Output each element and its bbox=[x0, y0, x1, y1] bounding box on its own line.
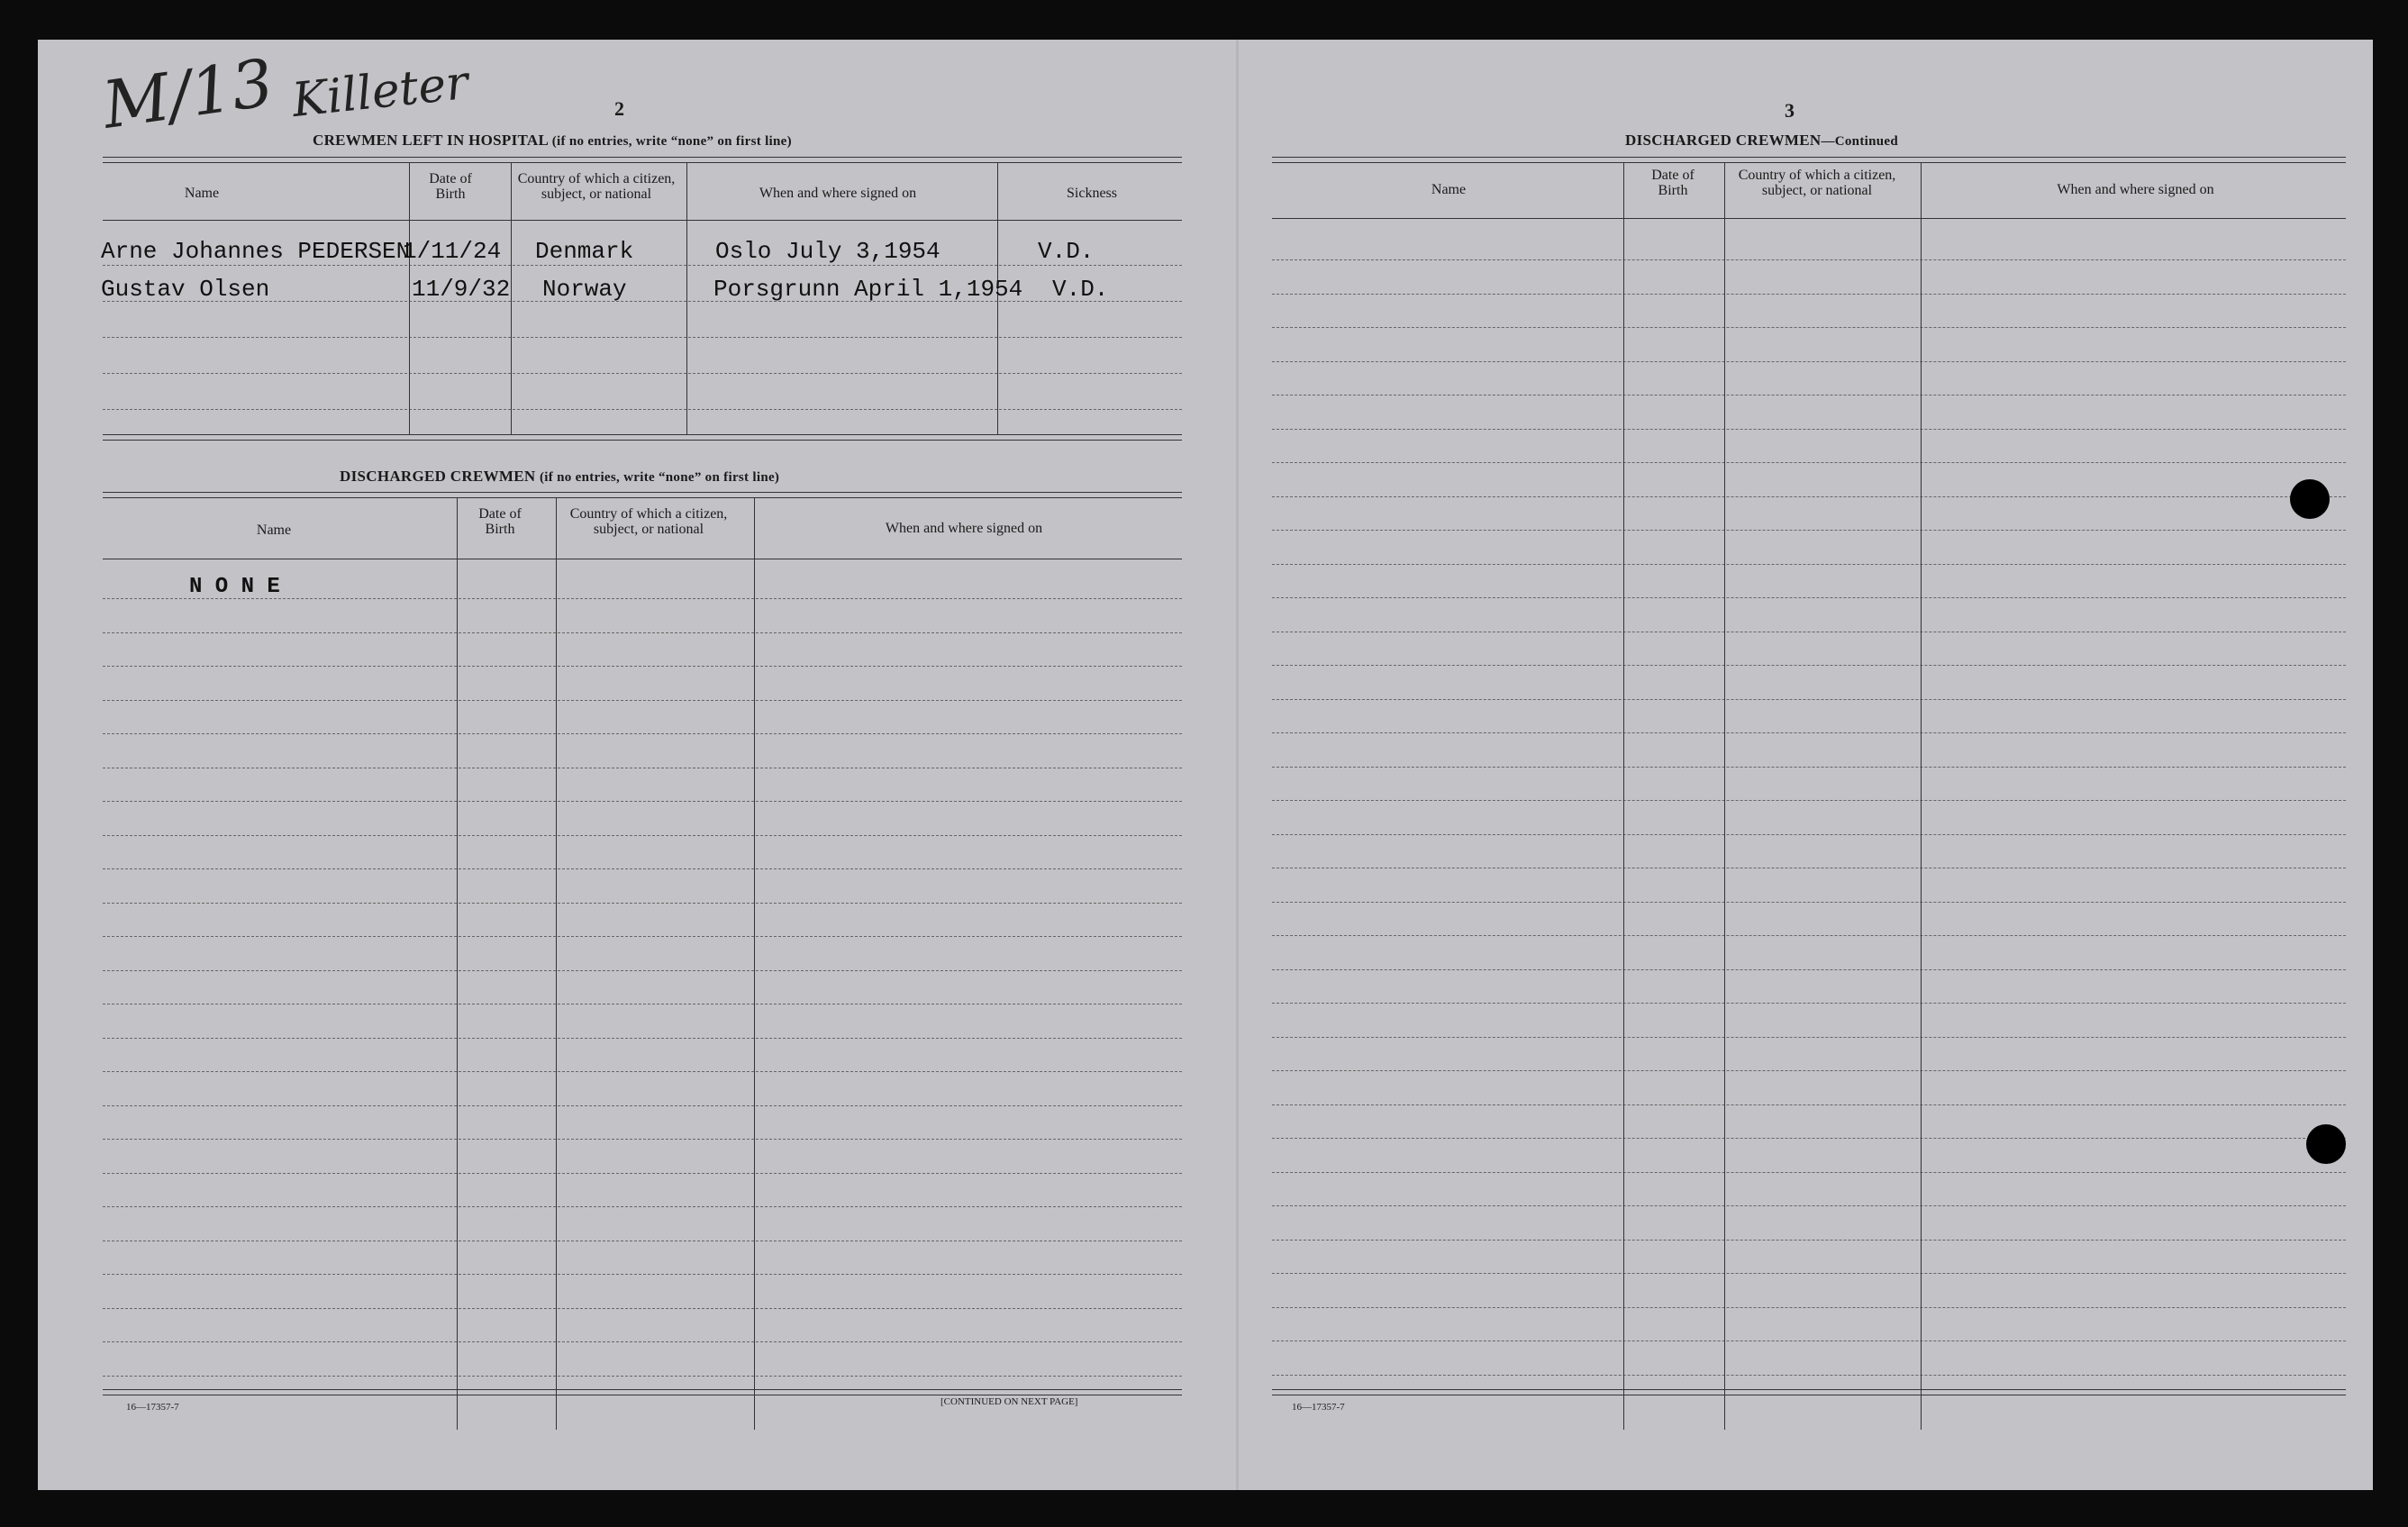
discharged-bottom-rule bbox=[103, 1389, 1182, 1395]
hospital-title-text: CREWMEN LEFT IN HOSPITAL bbox=[313, 132, 549, 149]
ruled-line bbox=[103, 1071, 1182, 1072]
ruled-line bbox=[103, 733, 1182, 734]
hospital-header-dob: Date of Birth bbox=[429, 171, 472, 202]
hospital-row-2-sickness: V.D. bbox=[1052, 276, 1109, 303]
ruled-line bbox=[103, 1376, 1182, 1377]
ruled-line bbox=[1272, 597, 2346, 598]
right-header-country: Country of which a citizen, subject, or national bbox=[1738, 168, 1896, 198]
ruled-line bbox=[1272, 834, 2346, 835]
ruled-line bbox=[103, 632, 1182, 633]
ruled-line bbox=[1272, 327, 2346, 328]
ruled-line bbox=[103, 700, 1182, 701]
ruled-line bbox=[1272, 361, 2346, 362]
ruled-line bbox=[103, 936, 1182, 937]
page-fold bbox=[1236, 40, 1239, 1490]
discharged-header-dob: Date of Birth bbox=[478, 506, 522, 537]
ruled-line bbox=[103, 666, 1182, 667]
ruled-line bbox=[1272, 1104, 2346, 1105]
ruled-line bbox=[1272, 935, 2346, 936]
document-sheet bbox=[38, 40, 2373, 1490]
ruled-line bbox=[1272, 767, 2346, 768]
ruled-line bbox=[103, 1274, 1182, 1275]
hospital-row-line bbox=[103, 265, 1182, 266]
hospital-header-signed-on: When and where signed on bbox=[759, 186, 917, 201]
ruled-line bbox=[1272, 1205, 2346, 1206]
right-header-dob: Date of Birth bbox=[1651, 168, 1695, 198]
ruled-line bbox=[1272, 429, 2346, 430]
ruled-line bbox=[1272, 800, 2346, 801]
hospital-row-1-name: Arne Johannes PEDERSEN bbox=[101, 238, 411, 265]
discharged-title-text: DISCHARGED CREWMEN bbox=[340, 468, 536, 485]
ruled-line bbox=[103, 1206, 1182, 1207]
hospital-header-bottom bbox=[103, 220, 1182, 221]
ruled-line bbox=[1272, 1003, 2346, 1004]
ruled-line bbox=[1272, 496, 2346, 497]
ruled-line bbox=[1272, 564, 2346, 565]
discharged-section-title bbox=[340, 468, 779, 486]
ruled-line bbox=[1272, 969, 2346, 970]
hospital-row-2-name: Gustav Olsen bbox=[101, 276, 270, 303]
continued-title-suffix: —Continued bbox=[1821, 134, 1898, 149]
right-page-number: 3 bbox=[1785, 99, 1795, 122]
discharged-none-entry: N O N E bbox=[189, 575, 280, 599]
hospital-row-2-dob: 11/9/32 bbox=[412, 276, 511, 303]
continued-title-text: DISCHARGED CREWMEN bbox=[1625, 132, 1822, 149]
right-col-divider bbox=[1921, 162, 1922, 1430]
ruled-line bbox=[103, 1139, 1182, 1140]
right-header-signed-on: When and where signed on bbox=[2057, 182, 2214, 197]
hospital-section-title bbox=[313, 132, 792, 150]
continued-note: [CONTINUED ON NEXT PAGE] bbox=[940, 1396, 1078, 1407]
right-form-number: 16—17357-7 bbox=[1292, 1402, 1345, 1413]
right-bottom-rule bbox=[1272, 1389, 2346, 1395]
hospital-row-2-country: Norway bbox=[542, 276, 627, 303]
ruled-line bbox=[1272, 1240, 2346, 1241]
right-col-divider bbox=[1623, 162, 1624, 1430]
ruled-line bbox=[103, 1341, 1182, 1342]
ruled-line bbox=[1272, 699, 2346, 700]
ruled-line bbox=[1272, 259, 2346, 260]
ruled-line bbox=[103, 1038, 1182, 1039]
ruled-line bbox=[1272, 1070, 2346, 1071]
left-form-number: 16—17357-7 bbox=[126, 1402, 179, 1413]
discharged-col-divider bbox=[457, 497, 458, 1430]
ruled-line bbox=[1272, 530, 2346, 531]
ruled-line bbox=[103, 835, 1182, 836]
hospital-header-sickness: Sickness bbox=[1067, 186, 1117, 201]
left-page-number: 2 bbox=[614, 97, 624, 120]
ruled-line bbox=[103, 970, 1182, 971]
hospital-row-1-signed-on: Oslo July 3,1954 bbox=[715, 238, 940, 265]
ruled-line bbox=[1272, 294, 2346, 295]
hospital-row-1-sickness: V.D. bbox=[1038, 238, 1095, 265]
ruled-line bbox=[1272, 462, 2346, 463]
handwritten-page-mark: M/13 bbox=[98, 44, 278, 143]
hospital-header-country: Country of which a citizen, subject, or national bbox=[517, 171, 676, 202]
hospital-row-line bbox=[103, 373, 1182, 374]
ruled-line bbox=[1272, 1307, 2346, 1308]
ruled-line bbox=[1272, 1138, 2346, 1139]
hospital-col-divider bbox=[409, 162, 410, 434]
ruled-line bbox=[1272, 665, 2346, 666]
handwritten-annotation: Killeter bbox=[289, 55, 471, 129]
discharged-title-note: (if no entries, write “none” on first line) bbox=[540, 470, 780, 485]
ruled-line bbox=[103, 1308, 1182, 1309]
hospital-row-1-country: Denmark bbox=[535, 238, 634, 265]
discharged-header-country: Country of which a citizen, subject, or national bbox=[569, 506, 728, 537]
hospital-header-rule bbox=[103, 157, 1182, 163]
discharged-col-divider bbox=[556, 497, 557, 1430]
discharged-continued-title bbox=[1625, 132, 1898, 150]
ruled-line bbox=[1272, 732, 2346, 733]
ruled-line bbox=[1272, 1273, 2346, 1274]
hospital-bottom-rule bbox=[103, 434, 1182, 441]
right-header-rule bbox=[1272, 157, 2346, 163]
punch-hole bbox=[2290, 479, 2330, 519]
hospital-col-divider bbox=[686, 162, 687, 434]
ruled-line bbox=[103, 868, 1182, 869]
discharged-header-signed-on: When and where signed on bbox=[885, 521, 1043, 536]
hospital-row-line bbox=[103, 409, 1182, 410]
discharged-header-name: Name bbox=[256, 523, 292, 538]
right-header-name: Name bbox=[1431, 182, 1467, 197]
discharged-col-divider bbox=[754, 497, 755, 1430]
ruled-line bbox=[1272, 1172, 2346, 1173]
ruled-line bbox=[1272, 1375, 2346, 1376]
hospital-title-note: (if no entries, write “none” on first line) bbox=[551, 134, 792, 149]
ruled-line bbox=[103, 903, 1182, 904]
hospital-col-divider bbox=[511, 162, 512, 434]
hospital-header-name: Name bbox=[184, 186, 220, 201]
hospital-row-line bbox=[103, 337, 1182, 338]
discharged-header-rule bbox=[103, 492, 1182, 498]
ruled-line bbox=[1272, 902, 2346, 903]
ruled-line bbox=[1272, 1037, 2346, 1038]
hospital-row-2-signed-on: Porsgrunn April 1,1954 bbox=[713, 276, 1023, 303]
right-header-bottom bbox=[1272, 218, 2346, 219]
ruled-line bbox=[103, 1173, 1182, 1174]
ruled-line bbox=[103, 801, 1182, 802]
ruled-line bbox=[103, 1105, 1182, 1106]
punch-hole bbox=[2306, 1124, 2346, 1164]
hospital-row-1-dob: 1/11/24 bbox=[403, 238, 502, 265]
right-col-divider bbox=[1724, 162, 1725, 1430]
